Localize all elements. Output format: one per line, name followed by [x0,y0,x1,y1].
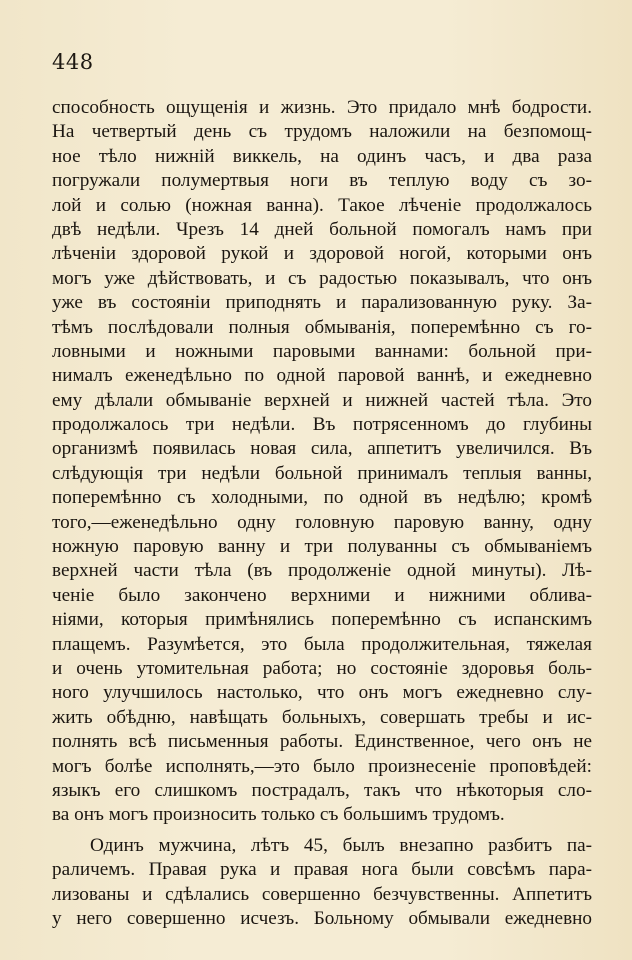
text-line: ножную паровую ванну и три полуванны съ обмываніемъ [52,536,592,558]
text-line: верхней части тѣла (въ продолженіе одной минуты). Лѣ- [52,560,592,582]
text-line: полнять всѣ письменныя работы. Единственное, чего онъ не [52,731,592,753]
text-line: способность ощущенія и жизнь. Это придало мнѣ бодрости. [52,97,592,118]
paragraph-1 [52,96,592,828]
body-text [52,96,592,931]
text-line: двѣ недѣли. Чрезъ 14 дней больной помогалъ намъ при [52,218,592,240]
text-line: и очень утомительная работа; но состояніе здоровья боль- [52,657,592,679]
page-number: 448 [52,50,94,74]
paragraph-2 [52,834,592,932]
text-line: ного улучшилось настолько, что онъ могъ ежедневно слу- [52,682,592,704]
text-line: плащемъ. Разумѣется, это была продолжительная, тяжелая [52,633,592,655]
text-line: того,—еженедѣльно одну головную паровую ванну, одну [52,511,592,533]
text-line: погружали полумертвыя ноги въ теплую воду съ зо- [52,170,592,192]
text-line: лѣченіи здоровой рукой и здоровой ногой, которыми онъ [52,243,592,265]
text-line: ніями, которыя примѣнялись поперемѣнно съ испанскимъ [52,609,592,631]
text-line: ное тѣло нижній виккель, на одинъ часъ, и два раза [52,145,592,167]
text-line: ловными и ножными паровыми ваннами: больной при- [52,340,592,362]
text-line: лизованы и сдѣлались совершенно безчувственны. Аппетитъ [52,883,592,905]
text-line: могъ уже дѣйствовать, и съ радостью показывалъ, что онъ [52,267,592,289]
text-line: организмѣ появилась новая сила, аппетитъ увеличился. Въ [52,438,592,460]
text-line: поперемѣнно съ холодными, по одной въ недѣлю; кромѣ [52,487,592,509]
text-line: тѣмъ послѣдовали полныя обмыванія, поперемѣнно съ го- [52,316,592,338]
text-line: нималъ еженедѣльно по одной паровой ваннѣ, и ежедневно [52,365,592,387]
text-line: уже въ состояніи приподнять и парализованную руку. За- [52,292,592,314]
text-line: языкъ его слишкомъ пострадалъ, такъ что нѣкоторыя сло- [52,779,592,801]
text-line: лой и солью (ножная ванна). Такое лѣченіе продолжалось [52,194,592,216]
text-line: ченіе было закончено верхними и нижними облива- [52,584,592,606]
text-line: Одинъ мужчина, лѣтъ 45, былъ внезапно разбитъ па- [90,834,592,856]
text-line: раличемъ. Правая рука и правая нога были совсѣмъ пара- [52,859,592,881]
text-line: могъ болѣе исполнять,—это было произнесеніе проповѣдей: [52,755,592,777]
text-line: у него совершенно исчезъ. Больному обмывали ежедневно [52,907,592,929]
text-line: ва онъ могъ произносить только съ большимъ трудомъ. [52,804,505,826]
text-line: На четвертый день съ трудомъ наложили на безпомощ- [52,121,592,143]
text-line: жить обѣдню, навѣщать больныхъ, совершать требы и ис- [52,706,592,728]
text-line: ему дѣлали обмываніе верхней и нижней частей тѣла. Это [52,389,592,411]
text-line: слѣдующія три недѣли больной принималъ теплыя ванны, [52,462,592,484]
text-line: продолжалось три недѣли. Въ потрясенномъ до глубины [52,414,592,436]
